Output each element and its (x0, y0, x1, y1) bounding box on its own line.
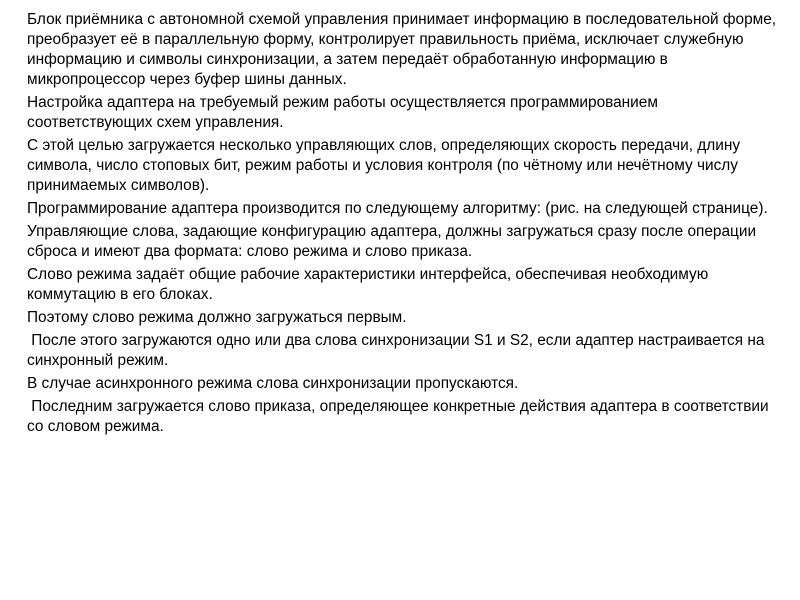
paragraph-receiver-block: Блок приёмника с автономной схемой управления принимает информацию в последовательной форме, преобразует её в параллельную форму, контролирует правильность приёма, исключает служебную информацию и символы синхронизации, а затем передаёт обработанную информацию в микропроцессор через буфер шины данных. (27, 11, 781, 88)
paragraph-mode-first: Поэтому слово режима должно загружаться первым. (27, 309, 407, 326)
document-body (27, 10, 782, 440)
paragraph-sync-words: После этого загружаются одно или два слова синхронизации S1 и S2, если адаптер настраивается на синхронный режим. (27, 332, 769, 369)
paragraph-programming-algorithm: Программирование адаптера производится по следующему алгоритму: (рис. на следующей странице). (27, 200, 768, 217)
paragraph-async-mode: В случае асинхронного режима слова синхронизации пропускаются. (27, 375, 519, 392)
paragraph-mode-word: Слово режима задаёт общие рабочие характеристики интерфейса, обеспечивая необходимую коммутацию в его блоках. (27, 266, 713, 303)
paragraph-command-word: Последним загружается слово приказа, определяющее конкретные действия адаптера в соответствии со словом режима. (27, 398, 773, 435)
paragraph-control-words: С этой целью загружается несколько управляющих слов, определяющих скорость передачи, длину символа, число стоповых бит, режим работы и условия контроля (по чётному или нечётному числу принимаемых символов). (27, 137, 745, 194)
paragraph-adapter-setup: Настройка адаптера на требуемый режим работы осуществляется программированием соответствующих схем управления. (27, 94, 663, 131)
paragraph-configuration-words: Управляющие слова, задающие конфигурацию адаптера, должны загружаться сразу после операции сброса и имеют два формата: слово режима и слово приказа. (27, 223, 761, 260)
